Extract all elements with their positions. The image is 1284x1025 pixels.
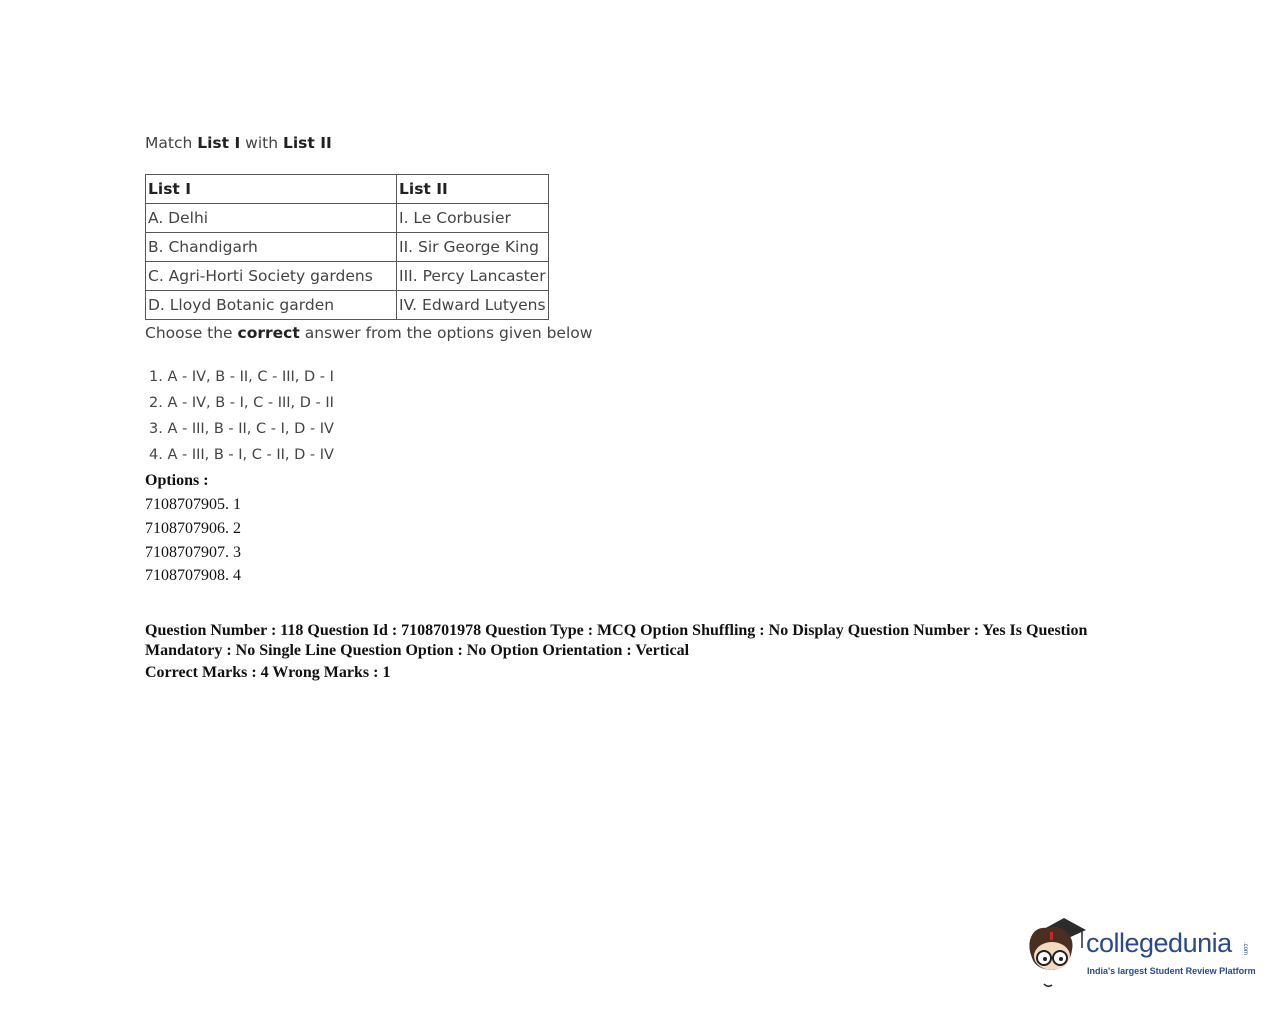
question-intro: Match List I with List II: [145, 134, 332, 152]
list-1-cell: B. Chandigarh: [146, 233, 397, 262]
table-row: [146, 233, 549, 262]
table-row: [146, 204, 549, 233]
answer-choices: [149, 367, 334, 471]
question-instruction: Choose the correct answer from the options given below: [145, 324, 593, 342]
options-label: Options :: [145, 472, 209, 489]
choice-item: 3. A - III, B - II, C - I, D - IV: [149, 421, 334, 437]
header-list-1: List I: [146, 175, 397, 204]
header-list-2: List II: [397, 175, 549, 204]
choice-item: 4. A - III, B - I, C - II, D - IV: [149, 447, 334, 463]
table-header-row: [146, 175, 549, 204]
logo-wordmark: collegedunia: [1086, 928, 1232, 958]
marks-info: Correct Marks : 4 Wrong Marks : 1: [145, 664, 391, 681]
option-item: 7108707905. 1: [145, 496, 241, 513]
list-2-cell: IV. Edward Lutyens: [397, 291, 549, 320]
list-2-cell: II. Sir George King: [397, 233, 549, 262]
table-row: [146, 291, 549, 320]
logo-tagline: India's largest Student Review Platform: [1087, 966, 1256, 976]
choice-item: 2. A - IV, B - I, C - III, D - II: [149, 395, 334, 411]
match-table: [145, 174, 549, 320]
choice-item: 1. A - IV, B - II, C - III, D - I: [149, 369, 334, 385]
option-item: 7108707908. 4: [145, 567, 241, 584]
table-row: [146, 262, 549, 291]
list-2-cell: I. Le Corbusier: [397, 204, 549, 233]
list-1-cell: D. Lloyd Botanic garden: [146, 291, 397, 320]
list-1-cell: A. Delhi: [146, 204, 397, 233]
list-1-cell: C. Agri-Horti Society gardens: [146, 262, 397, 291]
option-item: 7108707907. 3: [145, 544, 241, 561]
question-metadata: Question Number : 118 Question Id : 7108701978 Question Type : MCQ Option Shuffling : No Display Question Number : Yes Is Question Mandatory : No Single Line Question Option : No Option Orientation : Vertical: [145, 622, 1088, 659]
list-2-cell: III. Percy Lancaster: [397, 262, 549, 291]
logo-domain-suffix: .com: [1242, 942, 1248, 956]
option-item: 7108707906. 2: [145, 520, 241, 537]
